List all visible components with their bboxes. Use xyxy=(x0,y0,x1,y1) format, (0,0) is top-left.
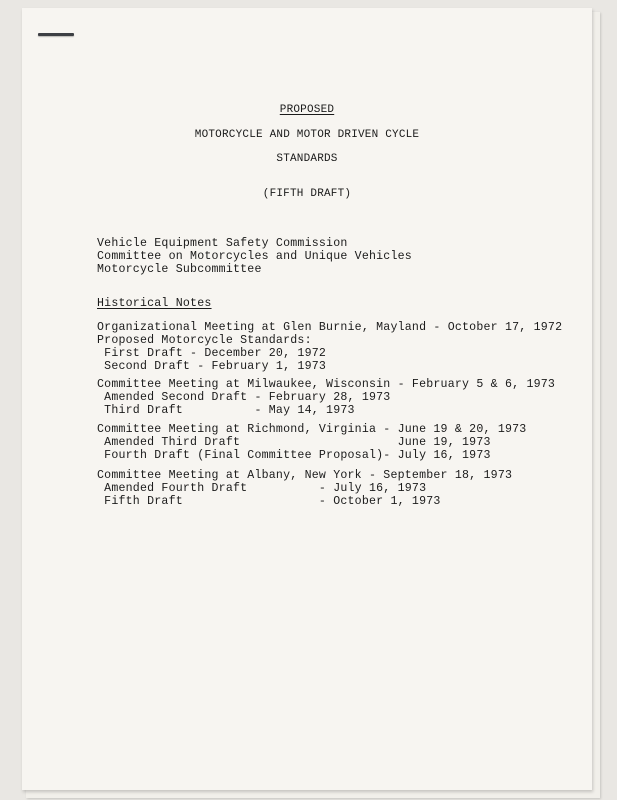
meeting-line: Fourth Draft (Final Committee Proposal)- July 16, 1973 xyxy=(97,449,491,462)
meeting-line: Amended Second Draft - February 28, 1973 xyxy=(97,391,391,404)
historical-notes-heading: Historical Notes xyxy=(97,297,212,310)
meeting-line: Committee Meeting at Richmond, Virginia - June 19 & 20, 1973 xyxy=(97,423,527,436)
org-line: Committee on Motorcycles and Unique Vehicles xyxy=(97,250,412,263)
meeting-line: Third Draft - May 14, 1973 xyxy=(97,404,355,417)
meeting-line: Committee Meeting at Milwaukee, Wisconsin - February 5 & 6, 1973 xyxy=(97,378,556,391)
meeting-line: Fifth Draft - October 1, 1973 xyxy=(97,495,441,508)
document-page xyxy=(22,8,592,790)
meeting-line: Amended Third Draft June 19, 1973 xyxy=(97,436,491,449)
staple xyxy=(38,33,74,36)
title-main: MOTORCYCLE AND MOTOR DRIVEN CYCLE xyxy=(194,129,420,141)
title-proposed: PROPOSED xyxy=(279,104,335,116)
title-draft: (FIFTH DRAFT) xyxy=(262,188,352,200)
title-standards: STANDARDS xyxy=(276,153,338,165)
meeting-line: Organizational Meeting at Glen Burnie, Mayland - October 17, 1972 xyxy=(97,321,563,334)
org-line: Vehicle Equipment Safety Commission xyxy=(97,237,348,250)
meeting-line: First Draft - December 20, 1972 xyxy=(97,347,327,360)
meeting-line: Amended Fourth Draft - July 16, 1973 xyxy=(97,482,427,495)
org-line: Motorcycle Subcommittee xyxy=(97,263,262,276)
meeting-line: Committee Meeting at Albany, New York - September 18, 1973 xyxy=(97,469,513,482)
meeting-line: Proposed Motorcycle Standards: xyxy=(97,334,312,347)
meeting-line: Second Draft - February 1, 1973 xyxy=(97,360,327,373)
